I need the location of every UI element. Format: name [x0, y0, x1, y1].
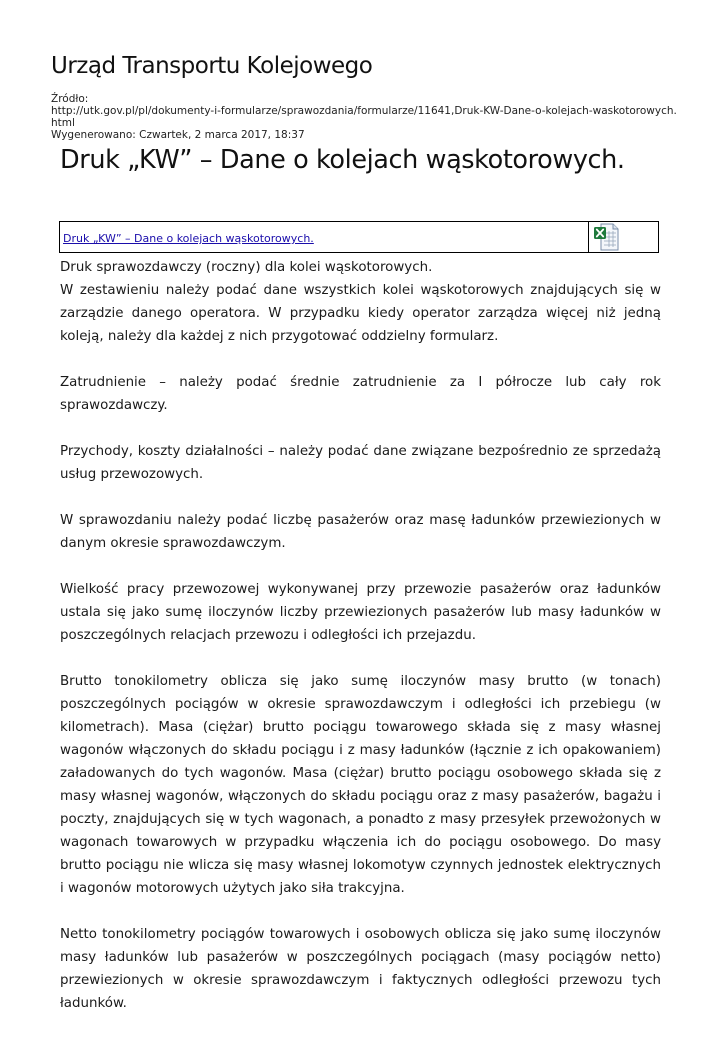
generated-timestamp: Wygenerowano: Czwartek, 2 marca 2017, 18:37 — [51, 129, 305, 141]
document-title: Druk „KW” – Dane o kolejach wąskotorowych. — [60, 145, 625, 175]
source-info — [51, 93, 691, 141]
paragraph: W zestawieniu należy podać dane wszystkich kolei wąskotorowych znajdujących się w zarządzie danego operatora. W przypadku kiedy operator zarządza więcej niż jedną koleją, należy dla każdej z nich przygotować oddzielny formularz. — [60, 283, 661, 344]
paragraph: W sprawozdaniu należy podać liczbę pasażerów oraz masę ładunków przewiezionych w danym okresie sprawozdawczym. — [60, 513, 661, 551]
source-url-line-1: http://utk.gov.pl/pl/dokumenty-i-formularze/sprawozdania/formularze/11641,Druk-KW-Dane-o-kolejach-waskotorowych. — [51, 105, 677, 117]
paragraph: Wielkość pracy przewozowej wykonywanej przy przewozie pasażerów oraz ładunków ustala się jako sumę iloczynów liczby przewiezionych pasażerów lub masy ładunków w poszczególnych relacjach przewozu i odległości ich przejazdu. — [60, 582, 661, 643]
paragraph: Przychody, koszty działalności – należy podać dane związane bezpośrednio ze sprzedażą usług przewozowych. — [60, 444, 661, 482]
attachment-link[interactable]: Druk „KW” – Dane o kolejach wąskotorowych. — [63, 232, 314, 245]
attachment-table — [59, 221, 659, 253]
paragraph: Druk sprawozdawczy (roczny) dla kolei wąskotorowych. — [60, 260, 433, 275]
paragraph: Zatrudnienie – należy podać średnie zatrudnienie za I półrocze lub cały rok sprawozdawczy. — [60, 375, 661, 413]
organization-title: Urząd Transportu Kolejowego — [51, 53, 373, 79]
source-url-line-2: html — [51, 117, 75, 129]
source-label: Źródło: — [51, 93, 89, 105]
paragraph: Brutto tonokilometry oblicza się jako sumę iloczynów masy brutto (w tonach) poszczególnych pociągów w okresie sprawozdawczym i odległości ich przebiegu (w kilometrach). Masa (ciężar) brutto pociągu towarowego składa się z masy własnej wagonów włączonych do składu pociągu i z masy ładunków (łącznie z ich opakowaniem) załadowanych do tych wagonów. Masa (ciężar) brutto pociągu osobowego składa się z masy własnej wagonów, włączonych do składu pociągu oraz z masy pasażerów, bagażu i poczty, znajdujących się w tych wagonach, a ponadto z masy przesyłek przewożonych w wagonach towarowych w przypadku włączenia ich do pociągu osobowego. Do masy brutto pociągu nie wlicza się masy własnej lokomotyw czynnych jednostek elektrycznych i wagonów motorowych użytych jako siła trakcyjna. — [60, 674, 661, 896]
paragraph: Netto tonokilometry pociągów towarowych i osobowych oblicza się jako sumę iloczynów masy ładunków lub pasażerów w poszczególnych pociągach (masy pociągów netto) przewiezionych w okresie sprawozdawczym i faktycznych odległości przewozu tych ładunków. — [60, 927, 661, 1011]
attachment-icon-cell — [588, 222, 658, 252]
document-body — [60, 256, 661, 1038]
excel-file-icon[interactable] — [593, 223, 619, 251]
